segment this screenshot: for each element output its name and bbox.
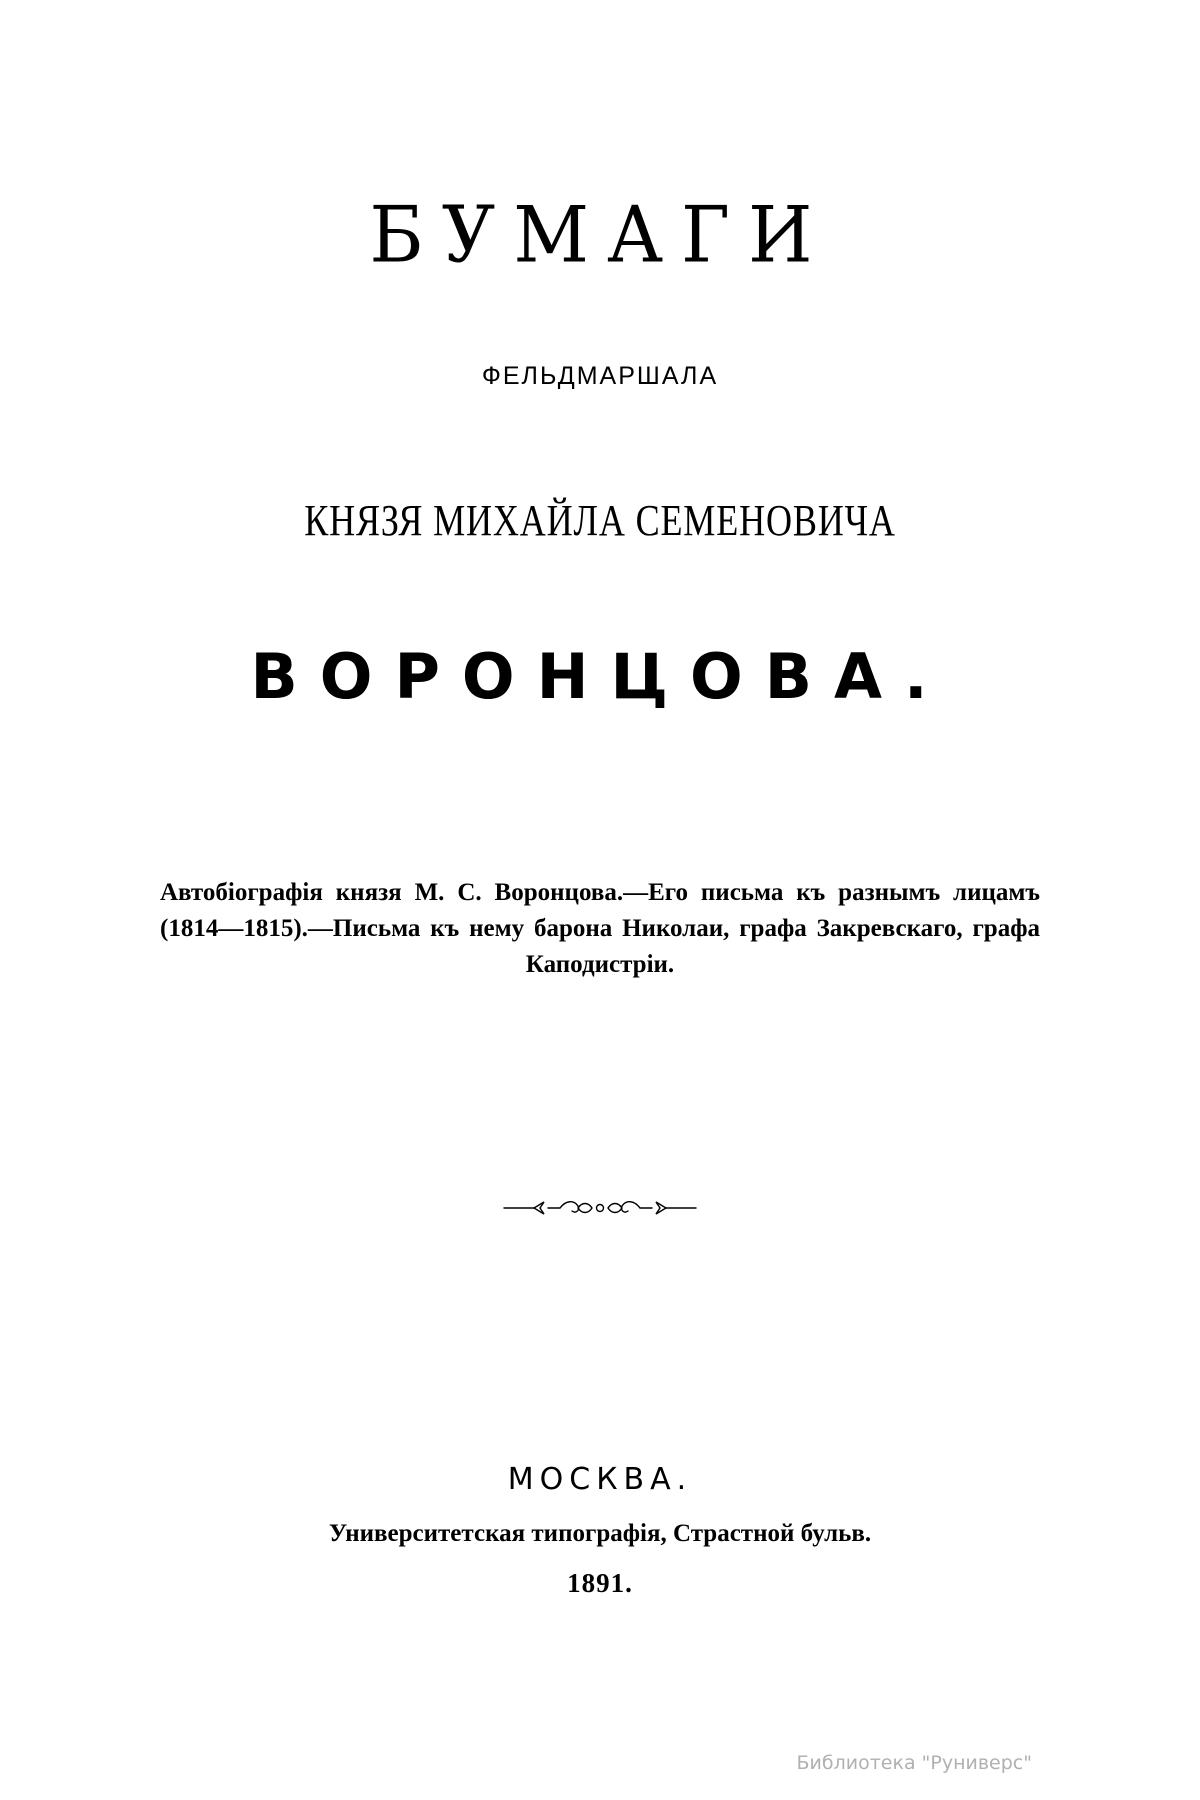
publisher-line: Университетская типографія, Страстной бульв. <box>328 1520 872 1547</box>
ornament-icon <box>500 1195 700 1221</box>
contents-description: Автобіографія князя М. С. Воронцова.—Его письма къ разнымъ лицамъ (1814—1815).—Письма къ нему барона Николаи, графа Закревскаго, графа Каподистріи. <box>160 879 1040 978</box>
author-surname: ВОРОНЦОВА. <box>250 640 950 713</box>
publication-year: 1891. <box>567 1568 633 1598</box>
subtitle-rank: ФЕЛЬДМАРШАЛА <box>481 362 719 390</box>
library-watermark: Библиотека "Руниверс" <box>796 1752 1032 1774</box>
subtitle-name: КНЯЗЯ МИХАЙЛА СЕМЕНОВИЧА <box>304 496 896 545</box>
publication-city: МОСКВА. <box>507 1462 693 1497</box>
book-title: БУМАГИ <box>369 189 831 281</box>
